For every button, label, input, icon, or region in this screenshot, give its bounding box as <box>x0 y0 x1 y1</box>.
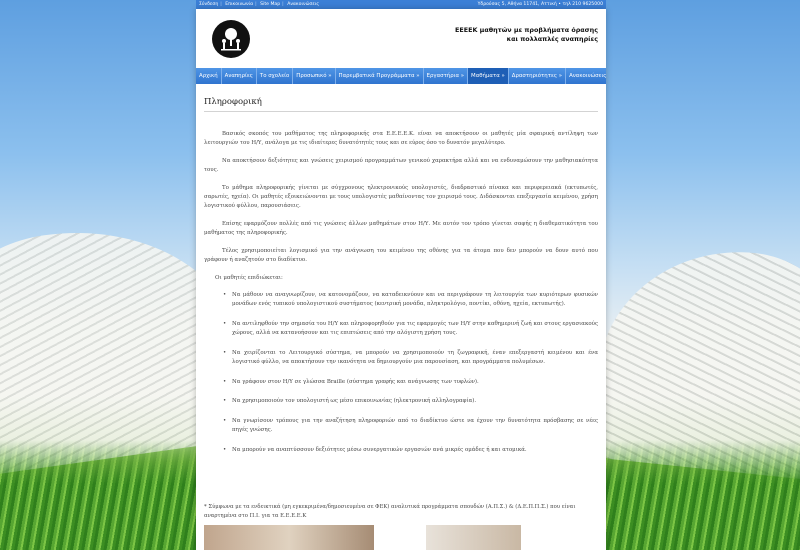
paragraph: Επίσης εφαρμόζουν πολλές από τις γνώσεις άλλων μαθημάτων στον Η/Υ. Με αυτόν τον τρόπο γίνεται σαφής η διαθεματικότητα του μαθήματος της πληροφορικής. <box>204 220 598 237</box>
list-item: • Να γράφουν στον Η/Υ σε γλώσσα Braille (σύστημα γραφής και ανάγνωσης των τυφλών). <box>232 378 598 387</box>
nav-item-announcements[interactable]: Ανακοινώσεις <box>569 73 607 79</box>
nav-item-school[interactable]: Το σχολείο <box>257 68 293 84</box>
utility-link-sitemap[interactable]: Site Map <box>260 2 281 7</box>
paragraph: Το μάθημα πληροφορικής γίνεται με σύγχρονους ηλεκτρονικούς υπολογιστές, διαδραστικό πίνακα και περιφερειακά (εκτυπωτές, σαρωτές, ηχεία). Οι μαθητές εξοικειώνονται με τους υπολογιστές μαθαίνοντας τον χειρισμό τους. Διδάσκονται επεξεργασία κειμένου, χρήση λογιστικού φύλλου, παρουσιάσεις. <box>204 184 598 210</box>
classroom-photo <box>426 525 521 550</box>
paragraph: Βασικός σκοπός του μαθήματος της πληροφορικής στα Ε.Ε.Ε.Ε.Κ. είναι να αποκτήσουν οι μαθητές μία σφαιρική αντίληψη των λειτουργιών του Η/Υ, ανάλογα με τις ιδιαίτερες δυνατότητές τους και σε εύρος όσο το δυνατόν μεγαλύτερο. <box>204 131 598 147</box>
school-logo[interactable] <box>212 20 250 58</box>
school-name <box>455 26 598 44</box>
list-intro: Οι μαθητές επιδιώκεται: <box>215 274 283 281</box>
list-item: • Να χρησιμοποιούν τον υπολογιστή ως μέσο επικοινωνίας (ηλεκτρονική αλληλογραφία). <box>232 397 598 406</box>
page-container <box>196 9 606 550</box>
paragraph: Τέλος χρησιμοποιείται λογισμικό για την ανάγνωση του κειμένου της οθόνης για τα άτομα που δεν μπορούν να δουν αυτό που γράφουν ή αναζητούν στο διαδίκτυο. <box>204 247 598 264</box>
school-name-line1: ΕΕΕΕΚ μαθητών με προβλήματα όρασης <box>454 26 598 34</box>
nav-item-home[interactable]: Αρχική <box>196 68 222 84</box>
utility-link-contact[interactable]: Επικοινωνία <box>225 2 254 7</box>
footnote: * Σύμφωνα με τα ενδεικτικά (μη εγκεκριμένα/δημοσιευμένα σε ΦΕΚ) αναλυτικά προγράμματα σπουδών (Α.Π.Σ.) & (Δ.Ε.Π.Π.Σ.) που είναι αναρτημένα στο Π.Ι. για τα Ε.Ε.Ε.Ε.Κ <box>204 504 576 519</box>
list-item: • Να αντιληφθούν την σημασία του Η/Υ και πληροφορηθούν για τις εφαρμογές των Η/Υ στην καθημερινή ζωή και στους εργασιακούς χώρους, αλλά να κατανοήσουν και τις επιπτώσεις από την αλόγιστη χρήση τους. <box>232 320 598 338</box>
nav-item-lessons[interactable]: Μαθήματα » <box>468 68 509 84</box>
contact-info: Υδρούσας 5, Αθήνα 11741, Αττική • τηλ 210 9625000 <box>477 2 603 7</box>
nav-item-activities[interactable]: Δραστηριότητες » <box>509 68 566 84</box>
paragraph: Να αποκτήσουν δεξιότητες και γνώσεις χειρισμού προγραμμάτων γενικού χαρακτήρα αλλά και να ενδυναμώσουν την μαθησιακότητα τους. <box>204 157 598 174</box>
page-title: Πληροφορική <box>204 97 262 107</box>
nav-item-disabilities[interactable]: Αναπηρίες <box>222 68 257 84</box>
list-item: • Να μάθουν να αναγνωρίζουν, να κατονομάζουν, να καταδεικνύουν και να περιγράφουν τη λειτουργία των κυριότερων φυσικών μονάδων ενός τυπικού υπολογιστικού συστήματος (κεντρική μονάδα, πληκτρολόγιο, ποντίκι, οθόνη, ηχεία, εκτυπωτής). <box>232 291 598 309</box>
list-item: • Να χειρίζονται το Λειτουργικό σύστημα, να μπορούν να χρησιμοποιούν τη ζωγραφική, έναν επεξεργαστή κειμένου και ένα λογιστικό φύλλο, να αποκτήσουν την ικανότητα να δημιουργούν μια παρουσίαση, και προγράμματα πολυμέσων. <box>232 349 598 367</box>
list-item: • Να μπορούν να αναπτύσσουν δεξιότητες μέσω συνεργατικών εργασιών ανά μικρές ομάδες ή και ατομικά. <box>232 446 598 455</box>
tree-children-icon <box>216 24 246 54</box>
utility-links <box>199 0 321 9</box>
article-body <box>204 130 598 466</box>
list-item: • Να γνωρίσουν τρόπους για την αναζήτηση πληροφοριών από το διαδίκτυο ώστε να έχουν την δυνατότητα πρόσβασης σε νέες πηγές γνώσης. <box>232 417 598 435</box>
top-utility-bar <box>196 0 606 9</box>
objectives-list <box>204 291 598 455</box>
classroom-photo <box>204 525 374 550</box>
title-row <box>204 97 598 112</box>
separator: | <box>255 2 257 7</box>
separator: | <box>282 2 284 7</box>
nav-item-staff[interactable]: Προσωπικό » <box>293 68 335 84</box>
nav-item-workshops[interactable]: Εργαστήρια » <box>424 68 468 84</box>
school-name-line2: και πολλαπλές αναπηρίες <box>506 35 598 43</box>
site-header <box>196 9 606 68</box>
utility-link-announcements[interactable]: Ανακοινώσεις <box>287 2 320 7</box>
utility-link-login[interactable]: Σύνδεση <box>199 2 219 7</box>
separator: | <box>220 2 222 7</box>
main-navigation <box>196 68 606 84</box>
nav-item-programs[interactable]: Παρεμβατικά Προγράμματα » <box>336 68 424 84</box>
